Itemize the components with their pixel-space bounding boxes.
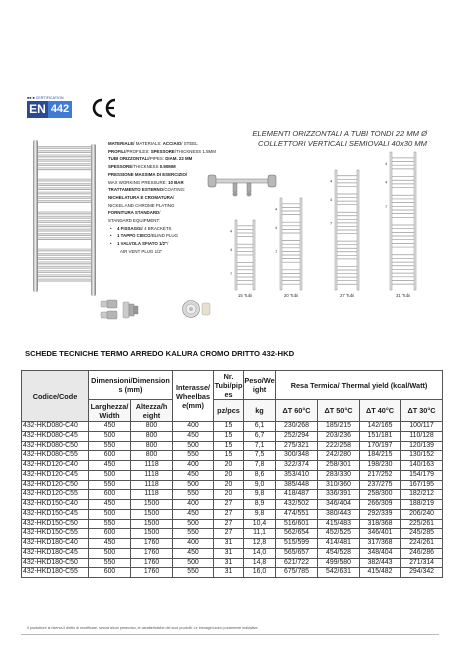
- table-cell: 1500: [131, 509, 173, 519]
- table-cell: 336/391: [318, 490, 360, 500]
- table-cell: 11,1: [244, 529, 276, 539]
- table-cell: 415/482: [360, 568, 401, 578]
- table-cell: 346/401: [360, 529, 401, 539]
- table-cell: 27: [214, 509, 244, 519]
- table-cell: 418/487: [276, 490, 318, 500]
- spec-text: 0.90MM: [159, 164, 176, 170]
- table-cell: 550: [89, 519, 131, 529]
- header-dt60: ΔT 60°C: [276, 400, 318, 422]
- table-cell: 1760: [131, 539, 173, 549]
- table-cell: 516/601: [276, 519, 318, 529]
- spec-text: MAX WORKING PRESSURE:: [108, 179, 169, 185]
- table-cell: 8,6: [244, 470, 276, 480]
- section-title: SCHEDE TECNICHE TERMO ARREDO KALURA CROMO DRITTO 432-HKD: [25, 349, 295, 358]
- table-cell: 621/722: [276, 558, 318, 568]
- table-cell: 10,4: [244, 519, 276, 529]
- size-diagram: [385, 152, 416, 298]
- table-cell: 400: [173, 422, 214, 432]
- product-code-cell: 432-HKD150-C45: [22, 509, 89, 519]
- spec-text: SPESSORE: [108, 164, 133, 170]
- table-cell: 675/785: [276, 568, 318, 578]
- footer-divider: [21, 634, 439, 635]
- header-line-1: ELEMENTI ORIZZONTALI A TUBI TONDI 22 MM Ø: [252, 129, 427, 138]
- product-code-cell: 432-HKD080-C40: [22, 422, 89, 432]
- table-cell: 474/551: [276, 509, 318, 519]
- table-cell: 310/360: [318, 480, 360, 490]
- footnote: Il produttore si riserva il diritto di modificare, senza alcun preavviso, le caratteristiche dei suoi prodotti. Le immagini sono puramente indicative.: [27, 626, 259, 630]
- header-width: Larghezza/ Width: [89, 400, 131, 422]
- table-cell: 515/599: [276, 539, 318, 549]
- table-cell: 800: [131, 422, 173, 432]
- header-dt50: ΔT 50°C: [318, 400, 360, 422]
- table-cell: 550: [173, 529, 214, 539]
- table-cell: 454/528: [318, 548, 360, 558]
- spec-text: /THICKNESS: [132, 164, 160, 170]
- table-cell: 266/309: [360, 500, 401, 510]
- table-cell: 246/286: [401, 548, 443, 558]
- table-cell: 237/275: [360, 480, 401, 490]
- size-diagram: [275, 198, 302, 298]
- table-cell: 230/268: [276, 422, 318, 432]
- table-cell: 600: [89, 451, 131, 461]
- table-cell: 450: [173, 509, 214, 519]
- table-cell: 1118: [131, 461, 173, 471]
- table-cell: 346/404: [318, 500, 360, 510]
- spec-bullet-bold: 4 FISSAGGI: [117, 225, 142, 231]
- table-cell: 15: [214, 441, 244, 451]
- header-thermal-yield: Resa Termica/ Thermal yield (kcal/Watt): [276, 371, 443, 400]
- spec-bullet-text: / 4 BRACKETS: [141, 225, 172, 231]
- table-cell: 550: [173, 490, 214, 500]
- table-cell: 31: [214, 539, 244, 549]
- table-row: [22, 500, 443, 510]
- spec-text: PRESSIONE MASSIMA DI ESERCIZIO/: [108, 171, 188, 177]
- product-code-cell: 432-HKD150-C50: [22, 519, 89, 529]
- table-cell: 500: [173, 480, 214, 490]
- table-cell: 414/481: [318, 539, 360, 549]
- diagram-segment-label: 4: [230, 247, 233, 253]
- diagram-segment-label: 4: [230, 228, 233, 234]
- en-logo-text: EN: [27, 101, 48, 118]
- table-cell: 1760: [131, 548, 173, 558]
- table-cell: 8,9: [244, 500, 276, 510]
- table-cell: 1500: [131, 500, 173, 510]
- spec-text: TRATTAMENTO ESTERNO: [108, 187, 164, 193]
- table-cell: 7,8: [244, 461, 276, 471]
- table-cell: 400: [173, 500, 214, 510]
- table-row: [22, 490, 443, 500]
- product-code-cell: 432-HKD180-C40: [22, 539, 89, 549]
- product-code-cell: 432-HKD080-C50: [22, 441, 89, 451]
- header-weight-unit: kg: [244, 400, 276, 422]
- en-442-logo: [27, 96, 72, 119]
- spec-bullet-text: /: [167, 241, 169, 247]
- table-row: [22, 558, 443, 568]
- table-cell: 450: [89, 539, 131, 549]
- table-cell: 380/443: [318, 509, 360, 519]
- table-cell: 542/631: [318, 568, 360, 578]
- product-code-cell: 432-HKD180-C45: [22, 548, 89, 558]
- table-cell: 245/285: [401, 529, 443, 539]
- header-dimensions: Dimensioni/Dimension s (mm): [89, 371, 173, 400]
- table-cell: 27: [214, 519, 244, 529]
- product-code-cell: 432-HKD080-C45: [22, 431, 89, 441]
- table-cell: 400: [173, 461, 214, 471]
- spec-bullet-bold: 1 TAPPO CIECO: [117, 233, 151, 239]
- table-cell: 450: [173, 431, 214, 441]
- table-cell: 20: [214, 490, 244, 500]
- table-cell: 154/179: [401, 470, 443, 480]
- spec-tail: AIR VENT PLUG 1/2": [120, 248, 163, 254]
- size-diagram: [330, 170, 359, 298]
- table-cell: 348/404: [360, 548, 401, 558]
- table-cell: 182/212: [401, 490, 443, 500]
- table-cell: 317/368: [360, 539, 401, 549]
- diagram-tubi-label: 20 Tubi: [283, 293, 299, 298]
- table-cell: 12,8: [244, 539, 276, 549]
- table-cell: 450: [173, 548, 214, 558]
- table-cell: 300/348: [276, 451, 318, 461]
- table-cell: 600: [89, 568, 131, 578]
- diagram-segment-label: 4: [385, 179, 388, 185]
- table-cell: 206/240: [401, 509, 443, 519]
- table-row: [22, 519, 443, 529]
- table-cell: 500: [89, 548, 131, 558]
- table-cell: 1118: [131, 480, 173, 490]
- diagram-tubi-label: 31 Tubi: [395, 293, 411, 298]
- spec-text: TUBI ORIZZONTALI: [108, 156, 149, 162]
- spec-bullet-bold: 1 VALVOLA SFIATO 1/2": [117, 241, 168, 247]
- table-cell: 382/443: [360, 558, 401, 568]
- table-cell: 7,5: [244, 451, 276, 461]
- table-cell: 258/300: [360, 490, 401, 500]
- product-code-cell: 432-HKD180-C50: [22, 558, 89, 568]
- spec-text: ACCIAIO: [162, 141, 182, 146]
- table-cell: 500: [89, 431, 131, 441]
- header-pipes: Nr. Tubi/pip es: [214, 371, 243, 399]
- table-cell: 452/525: [318, 529, 360, 539]
- diagram-segment-label: 7: [330, 220, 333, 226]
- spec-text: FORNITURA STANDARD: [108, 210, 160, 216]
- en-logo-top-text: ■■ ■ CERTIFICATION: [27, 96, 64, 100]
- spec-text: /: [173, 194, 175, 200]
- ce-mark-logo: [91, 98, 118, 118]
- diagram-segment-label: 7: [275, 248, 278, 254]
- table-cell: 1760: [131, 558, 173, 568]
- product-code-cell: 432-HKD120-C50: [22, 480, 89, 490]
- table-cell: 562/654: [276, 529, 318, 539]
- table-cell: 222/258: [318, 441, 360, 451]
- spec-text: / STEEL: [181, 141, 198, 146]
- product-code-cell: 432-HKD120-C55: [22, 490, 89, 500]
- header-line-2: COLLETTORI VERTICALI SEMIOVALI 40x30 MM: [258, 139, 427, 148]
- table-cell: 27: [214, 500, 244, 510]
- spec-text: PROFILI: [108, 148, 126, 154]
- header-code: Codice/Code: [22, 371, 89, 422]
- table-row: [22, 568, 443, 578]
- table-row: [22, 539, 443, 549]
- table-cell: 217/252: [360, 470, 401, 480]
- table-cell: 1500: [131, 529, 173, 539]
- table-cell: 15: [214, 451, 244, 461]
- table-row: [22, 480, 443, 490]
- product-code-cell: 432-HKD150-C55: [22, 529, 89, 539]
- table-cell: 20: [214, 470, 244, 480]
- table-cell: 1118: [131, 470, 173, 480]
- spec-text: NICKEL AND CHROME PLATING: [108, 202, 175, 208]
- size-diagram: [230, 220, 255, 298]
- table-cell: 110/128: [401, 431, 443, 441]
- product-code-cell: 432-HKD120-C40: [22, 461, 89, 471]
- table-cell: 120/139: [401, 441, 443, 451]
- spec-text: 10 BAR: [168, 179, 184, 185]
- table-cell: 252/294: [276, 431, 318, 441]
- table-cell: 14,8: [244, 558, 276, 568]
- spec-text: /PROFILES:: [125, 148, 151, 154]
- table-row: [22, 548, 443, 558]
- diagram-tubi-label: 15 Tubi: [237, 293, 253, 298]
- table-cell: 500: [89, 509, 131, 519]
- table-cell: 500: [173, 519, 214, 529]
- table-cell: 15: [214, 422, 244, 432]
- table-cell: 142/165: [360, 422, 401, 432]
- product-code-cell: 432-HKD080-C55: [22, 451, 89, 461]
- table-cell: 353/410: [276, 470, 318, 480]
- header-height: Altezza/h eight: [131, 400, 173, 422]
- spec-text: /: [159, 210, 161, 216]
- table-cell: 258/301: [318, 461, 360, 471]
- table-cell: 275/321: [276, 441, 318, 451]
- table-cell: 450: [89, 461, 131, 471]
- table-cell: 20: [214, 480, 244, 490]
- diagram-segment-label: 4: [385, 160, 388, 166]
- table-cell: 415/483: [318, 519, 360, 529]
- table-cell: 550: [173, 568, 214, 578]
- fittings-image: [99, 297, 217, 325]
- diagram-segment-label: 7: [385, 203, 388, 209]
- radiator-product-image: [27, 138, 103, 298]
- table-cell: 600: [89, 529, 131, 539]
- table-row: [22, 431, 443, 441]
- header-wheelbase: Interasse/ Wheelbas e(mm): [173, 371, 214, 422]
- table-cell: 6,7: [244, 431, 276, 441]
- table-cell: 271/314: [401, 558, 443, 568]
- table-cell: 565/657: [276, 548, 318, 558]
- table-cell: 203/236: [318, 431, 360, 441]
- table-cell: 224/261: [401, 539, 443, 549]
- spec-text: DIAM. 22 MM: [165, 156, 193, 162]
- table-cell: 31: [214, 558, 244, 568]
- table-cell: 800: [131, 441, 173, 451]
- table-cell: 14,0: [244, 548, 276, 558]
- table-cell: 550: [89, 480, 131, 490]
- technical-data-table: [21, 370, 443, 578]
- product-code-cell: 432-HKD180-C55: [22, 568, 89, 578]
- spec-text: STANDARD EQUIPMENT:: [108, 218, 160, 224]
- table-row: [22, 461, 443, 471]
- table-cell: 600: [89, 490, 131, 500]
- table-cell: 400: [173, 539, 214, 549]
- table-cell: 225/261: [401, 519, 443, 529]
- table-cell: 184/215: [360, 451, 401, 461]
- diagram-tubi-label: 27 Tubi: [339, 293, 355, 298]
- table-cell: 16,0: [244, 568, 276, 578]
- table-cell: 9,0: [244, 480, 276, 490]
- table-cell: 1500: [131, 519, 173, 529]
- header-pipes-unit: pz/pcs: [214, 400, 244, 422]
- header-dt40: ΔT 40°C: [360, 400, 401, 422]
- table-cell: 500: [89, 470, 131, 480]
- product-code-cell: 432-HKD120-C45: [22, 470, 89, 480]
- spec-text: MATERIALS:: [134, 141, 163, 146]
- table-cell: 170/197: [360, 441, 401, 451]
- table-cell: 6,1: [244, 422, 276, 432]
- table-row: [22, 451, 443, 461]
- spec-bullet-text: /BLIND PLUG: [150, 233, 178, 239]
- table-cell: 550: [89, 558, 131, 568]
- diagram-segment-label: 4: [330, 196, 333, 202]
- table-cell: 294/342: [401, 568, 443, 578]
- spec-text: SPESSORE: [150, 148, 175, 154]
- table-cell: 9,8: [244, 509, 276, 519]
- table-cell: 130/152: [401, 451, 443, 461]
- table-cell: 292/339: [360, 509, 401, 519]
- table-cell: 100/117: [401, 422, 443, 432]
- spec-row: [108, 140, 258, 148]
- table-cell: 500: [173, 441, 214, 451]
- table-cell: 1118: [131, 490, 173, 500]
- table-body: [22, 422, 443, 578]
- table-cell: 385/448: [276, 480, 318, 490]
- table-cell: 1760: [131, 568, 173, 578]
- radiator-size-diagrams: [225, 150, 445, 300]
- diagram-segment-label: 4: [275, 206, 278, 212]
- table-cell: 800: [131, 431, 173, 441]
- table-cell: 15: [214, 431, 244, 441]
- table-cell: 450: [89, 422, 131, 432]
- table-cell: 9,8: [244, 490, 276, 500]
- table-cell: 185/215: [318, 422, 360, 432]
- spec-text: /PIPES:: [148, 156, 166, 162]
- table-cell: 31: [214, 548, 244, 558]
- table-cell: 188/219: [401, 500, 443, 510]
- table-cell: 450: [173, 470, 214, 480]
- header-weight: Peso/We ight: [244, 371, 276, 400]
- table-cell: 432/502: [276, 500, 318, 510]
- diagram-segment-label: 7: [230, 270, 233, 276]
- table-cell: 322/374: [276, 461, 318, 471]
- table-cell: 550: [173, 451, 214, 461]
- table-cell: 198/230: [360, 461, 401, 471]
- table-cell: 499/580: [318, 558, 360, 568]
- table-cell: 450: [89, 500, 131, 510]
- table-row: [22, 529, 443, 539]
- table-cell: 167/195: [401, 480, 443, 490]
- diagram-segment-label: 4: [275, 225, 278, 231]
- spec-text: NICHELATURA E CROMATURA: [108, 194, 174, 200]
- table-cell: 151/181: [360, 431, 401, 441]
- product-code-cell: 432-HKD150-C40: [22, 500, 89, 510]
- spec-text: /THICKNESS 1.5MM: [174, 148, 216, 154]
- spec-text: MATERIALE/: [108, 141, 135, 146]
- table-row: [22, 470, 443, 480]
- table-cell: 27: [214, 529, 244, 539]
- table-cell: 283/330: [318, 470, 360, 480]
- table-row: [22, 422, 443, 432]
- table-cell: 550: [89, 441, 131, 451]
- diagram-segment-label: 4: [330, 178, 333, 184]
- table-cell: 7,1: [244, 441, 276, 451]
- table-cell: 20: [214, 461, 244, 471]
- header-dt30: ΔT 30°C: [401, 400, 443, 422]
- en-logo-number: 442: [48, 101, 72, 118]
- spec-text: /COATING:: [163, 187, 186, 193]
- table-row: [22, 509, 443, 519]
- table-cell: 318/368: [360, 519, 401, 529]
- table-cell: 140/163: [401, 461, 443, 471]
- table-cell: 242/280: [318, 451, 360, 461]
- table-cell: 31: [214, 568, 244, 578]
- table-row: [22, 441, 443, 451]
- table-cell: 800: [131, 451, 173, 461]
- table-cell: 500: [173, 558, 214, 568]
